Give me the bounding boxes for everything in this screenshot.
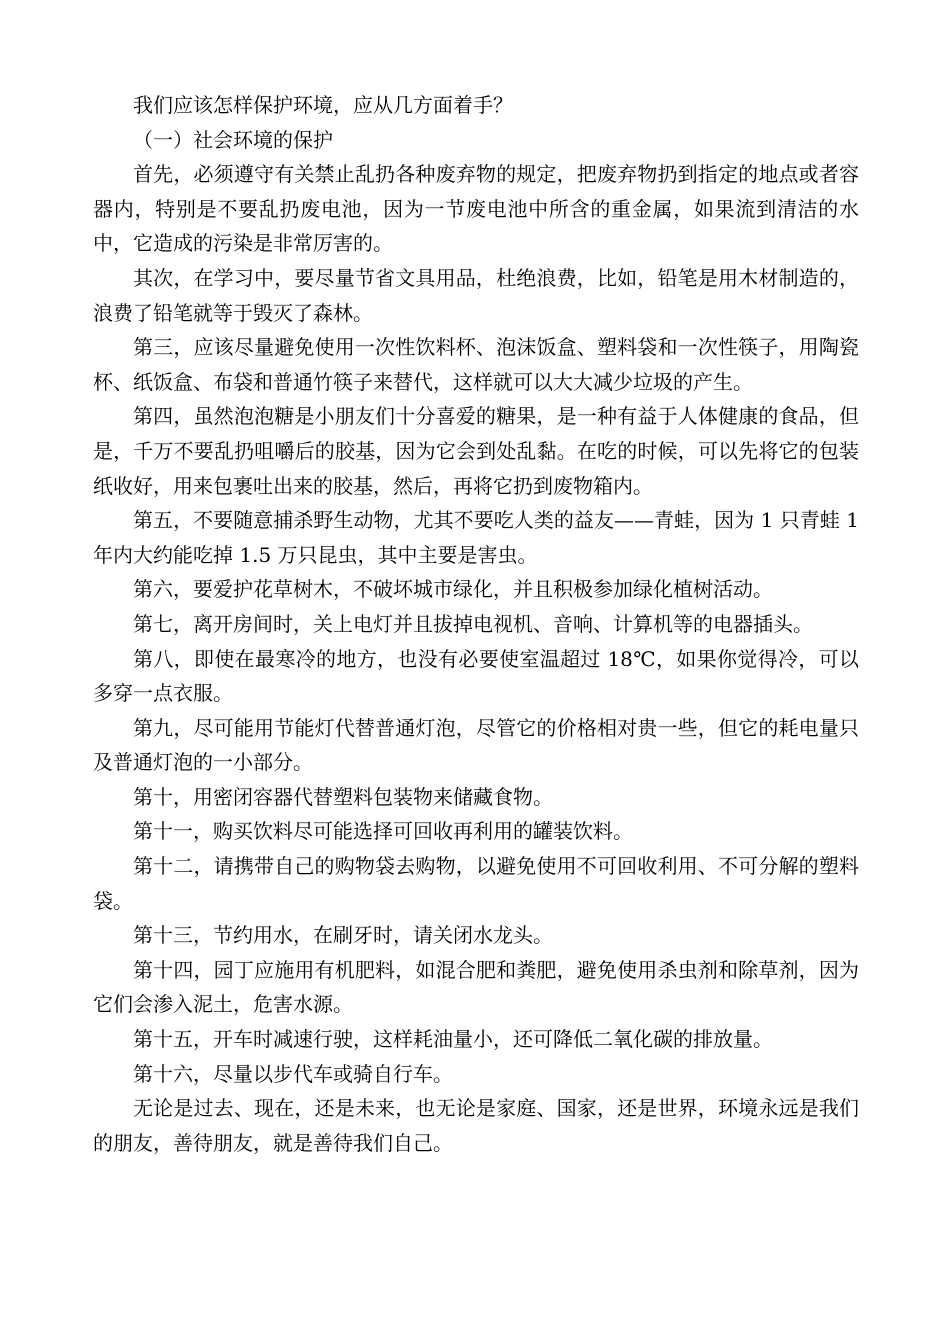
paragraph-conclusion: 无论是过去、现在，还是未来，也无论是家庭、国家，还是世界，环境永远是我们的朋友，善待朋友，就是善待我们自己。 bbox=[93, 1096, 859, 1155]
paragraph-sixteenth: 第十六，尽量以步代车或骑自行车。 bbox=[133, 1061, 453, 1086]
document-page bbox=[93, 88, 859, 1160]
paragraph-fifteenth: 第十五，开车时减速行驶，这样耗油量小，还可降低二氧化碳的排放量。 bbox=[133, 1027, 773, 1052]
paragraph-seventh: 第七，离开房间时，关上电灯并且拔掉电视机、音响、计算机等的电器插头。 bbox=[133, 611, 813, 636]
paragraph-first: 首先，必须遵守有关禁止乱扔各种废弃物的规定，把废弃物扔到指定的地点或者容器内，特别是不要乱扔废电池，因为一节废电池中所含的重金属，如果流到清洁的水中，它造成的污染是非常厉害的。 bbox=[93, 162, 859, 256]
paragraph-second: 其次，在学习中，要尽量节省文具用品，杜绝浪费，比如，铅笔是用木材制造的，浪费了铅笔就等于毁灭了森林。 bbox=[93, 265, 859, 325]
paragraph-eleventh: 第十一，购买饮料尽可能选择可回收再利用的罐装饮料。 bbox=[133, 819, 633, 844]
section-heading: （一）社会环境的保护 bbox=[133, 127, 333, 152]
paragraph-twelfth: 第十二，请携带自己的购物袋去购物，以避免使用不可回收利用、不可分解的塑料袋。 bbox=[93, 854, 859, 913]
paragraph-fourth: 第四，虽然泡泡糖是小朋友们十分喜爱的糖果，是一种有益于人体健康的食品，但是，千万不要乱扔咀嚼后的胶基，因为它会到处乱黏。在吃的时候，可以先将它的包装纸收好，用来包裹吐出来的胶基，然后，再将它扔到废物箱内。 bbox=[93, 404, 859, 498]
paragraph-fourteenth: 第十四，园丁应施用有机肥料，如混合肥和粪肥，避免使用杀虫剂和除草剂，因为它们会渗入泥土，危害水源。 bbox=[93, 957, 859, 1017]
paragraph-thirteenth: 第十三，节约用水，在刷牙时，请关闭水龙头。 bbox=[133, 923, 553, 948]
question-heading: 我们应该怎样保护环境，应从几方面着手？ bbox=[133, 93, 513, 117]
paragraph-sixth: 第六，要爱护花草树木，不破坏城市绿化，并且积极参加绿化植树活动。 bbox=[133, 577, 773, 602]
paragraph-eighth: 第八，即使在最寒冷的地方，也没有必要使室温超过 18℃，如果你觉得冷，可以多穿一点衣服。 bbox=[93, 646, 859, 706]
paragraph-third: 第三，应该尽量避免使用一次性饮料杯、泡沫饭盒、塑料袋和一次性筷子，用陶瓷杯、纸饭盒、布袋和普通竹筷子来替代，这样就可以大大减少垃圾的产生。 bbox=[93, 335, 859, 394]
paragraph-ninth: 第九，尽可能用节能灯代替普通灯泡，尽管它的价格相对贵一些，但它的耗电量只及普通灯泡的一小部分。 bbox=[93, 715, 859, 775]
paragraph-tenth: 第十，用密闭容器代替塑料包装物来储藏食物。 bbox=[133, 784, 553, 809]
paragraph-fifth: 第五，不要随意捕杀野生动物，尤其不要吃人类的益友——青蛙，因为 1 只青蛙 1 年内大约能吃掉 1.5 万只昆虫，其中主要是害虫。 bbox=[93, 508, 859, 567]
